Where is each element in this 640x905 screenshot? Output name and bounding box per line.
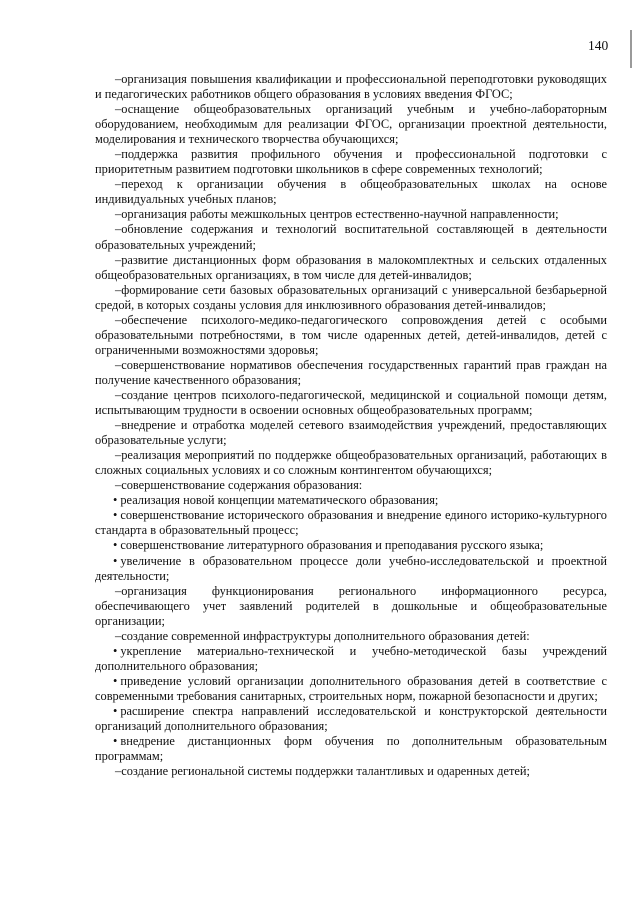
dash-marker: –: [115, 583, 122, 598]
bullet-marker: •: [113, 508, 118, 523]
list-item-text: развитие дистанционных форм образования в малокомплектных и сельских отдаленных общеобразовательных организациях, в том числе для детей-инвалидов;: [95, 252, 607, 282]
bullet-marker: •: [113, 553, 118, 568]
dash-list-item: [95, 207, 607, 222]
dash-list-item: [95, 147, 607, 177]
dash-list-item: [95, 584, 607, 629]
list-item-text: создание центров психолого-педагогической, медицинской и социальной помощи детям, испытывающим трудности в освоении основных общеобразовательных программ;: [95, 387, 607, 418]
dash-list-item: [95, 253, 607, 283]
dash-marker: –: [115, 387, 122, 402]
dash-marker: –: [115, 177, 122, 192]
dash-list-item: [95, 388, 607, 418]
bullet-list-item: [95, 644, 607, 674]
list-item-text: формирование сети базовых образовательных организаций с универсальной безбарьерной средой, в которых созданы условия для инклюзивного образования детей-инвалидов;: [95, 282, 607, 312]
list-item-text: организация повышения квалификации и профессиональной переподготовки руководящих и педагогических работников общего образования в условиях введения ФГОС;: [95, 72, 607, 102]
list-item-text: совершенствование исторического образования и внедрение единого историко-культурного стандарта в образовательный процесс;: [95, 508, 607, 538]
dash-marker: –: [115, 478, 122, 493]
list-item-text: совершенствование нормативов обеспечения государственных гарантий прав граждан на получение качественного образования;: [95, 357, 607, 387]
bullet-marker: •: [113, 538, 118, 553]
bullet-marker: •: [113, 493, 118, 508]
list-item-text: приведение условий организации дополнительного образования детей в соответствие с современными требования санитарных, строительных норм, пожарной безопасности и других;: [95, 673, 607, 703]
bullet-list-item: [95, 734, 607, 764]
dash-marker: –: [115, 72, 122, 86]
list-item-text: внедрение и отработка моделей сетевого взаимодействия учреждений, предоставляющих образовательные услуги;: [95, 418, 607, 448]
page-edge-mark: [630, 30, 632, 68]
dash-list-item: [95, 478, 607, 493]
dash-marker: –: [115, 448, 122, 463]
list-item-text: совершенствование содержания образования:: [121, 478, 363, 493]
dash-marker: –: [115, 764, 122, 779]
list-item-text: совершенствование литературного образования и преподавания русского языка;: [120, 538, 544, 553]
bullet-marker: •: [113, 643, 118, 658]
dash-list-item: [95, 448, 607, 478]
dash-list-item: [95, 764, 607, 779]
dash-marker: –: [115, 418, 122, 433]
list-item-text: поддержка развития профильного обучения и профессиональной подготовки с приоритетным развитием подготовки школьников в сфере современных технологий;: [95, 147, 607, 177]
list-item-text: реализация мероприятий по поддержке общеобразовательных организаций, работающих в сложных социальных условиях и со сложным контингентом обучающихся;: [95, 448, 607, 478]
list-item-text: оснащение общеобразовательных организаций учебным и учебно-лабораторным оборудованием, необходимым для реализации ФГОС, организации проектной деятельности, моделирования и технического творчества обучающихся;: [95, 102, 607, 147]
dash-marker: –: [115, 252, 122, 267]
list-item-text: переход к организации обучения в общеобразовательных школах на основе индивидуальных учебных планов;: [95, 177, 607, 207]
bullet-list-item: [95, 493, 607, 508]
dash-marker: –: [115, 357, 122, 372]
list-item-text: организация работы межшкольных центров естественно-научной направленности;: [121, 207, 559, 222]
list-item-text: создание современной инфраструктуры дополнительного образования детей:: [121, 628, 530, 643]
dash-list-item: [95, 177, 607, 207]
dash-list-item: [95, 629, 607, 644]
list-item-text: обновление содержания и технологий воспитательной составляющей в деятельности образовательных учреждений;: [95, 222, 607, 252]
dash-marker: –: [115, 628, 122, 643]
dash-list-item: [95, 102, 607, 147]
page-number: 140: [588, 38, 609, 53]
bullet-marker: •: [113, 734, 118, 749]
dash-marker: –: [115, 282, 122, 297]
dash-list-item: [95, 72, 607, 102]
list-item-text: организация функционирования регионального информационного ресурса, обеспечивающего учет заявлений родителей в дошкольные и общеобразовательные организации;: [95, 583, 607, 628]
list-item-text: создание региональной системы поддержки талантливых и одаренных детей;: [121, 764, 530, 779]
list-item-text: увеличение в образовательном процессе доли учебно-исследовательской и проектной деятельности;: [95, 553, 607, 583]
dash-list-item: [95, 283, 607, 313]
dash-marker: –: [115, 207, 122, 222]
dash-marker: –: [115, 222, 122, 237]
bullet-list-item: [95, 538, 607, 553]
dash-list-item: [95, 313, 607, 358]
bullet-marker: •: [113, 673, 118, 688]
dash-marker: –: [115, 147, 122, 162]
list-item-text: внедрение дистанционных форм обучения по дополнительным образовательным программам;: [95, 734, 607, 764]
list-item-text: расширение спектра направлений исследовательской и конструкторской деятельности организаций дополнительного образования;: [95, 703, 607, 734]
dash-list-item: [95, 222, 607, 252]
bullet-marker: •: [113, 703, 118, 718]
dash-marker: –: [115, 312, 122, 327]
document-body: [95, 72, 607, 779]
bullet-list-item: [95, 554, 607, 584]
bullet-list-item: [95, 674, 607, 704]
bullet-list-item: [95, 508, 607, 538]
dash-list-item: [95, 358, 607, 388]
list-item-text: обеспечение психолого-медико-педагогического сопровождения детей с особыми образовательными потребностями, в том числе одаренных детей, детей-инвалидов, детей с ограниченными возможностями здоровья;: [95, 312, 607, 357]
bullet-list-item: [95, 704, 607, 734]
dash-marker: –: [115, 102, 122, 117]
list-item-text: реализация новой концепции математического образования;: [120, 493, 439, 508]
dash-list-item: [95, 418, 607, 448]
list-item-text: укрепление материально-технической и учебно-методической базы учреждений дополнительного образования;: [95, 643, 607, 673]
